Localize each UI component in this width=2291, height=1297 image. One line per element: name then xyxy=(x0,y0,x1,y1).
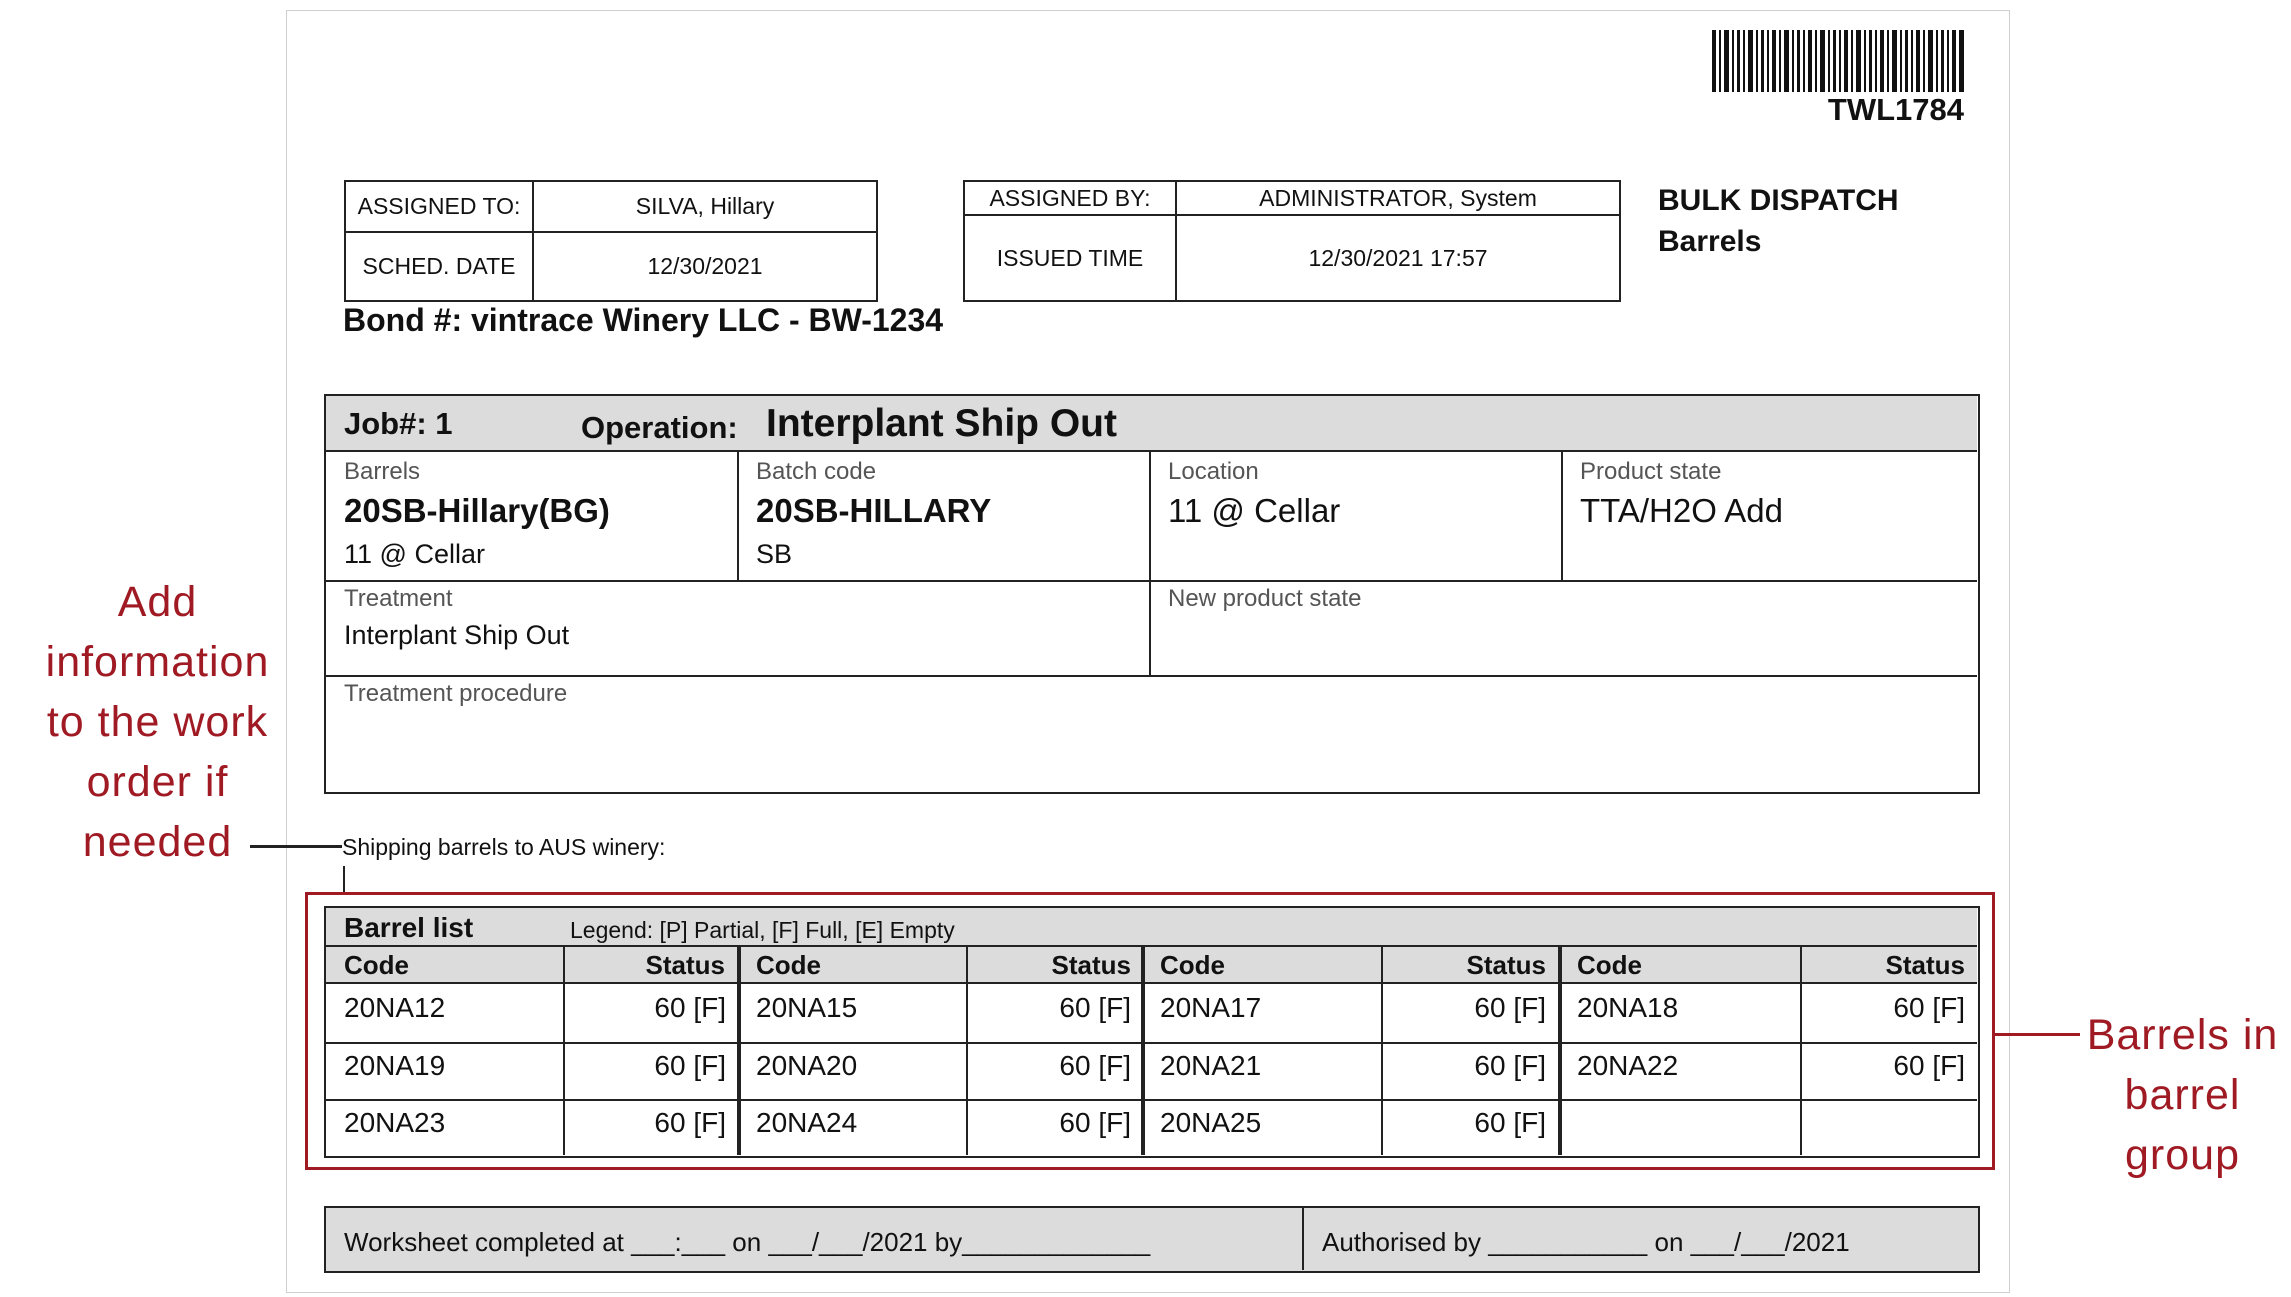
text-cursor xyxy=(343,866,345,892)
barrel-status: 60 [F] xyxy=(1059,1107,1131,1138)
product-state-value: TTA/H2O Add xyxy=(1580,492,1783,529)
worksheet-completed-line: Worksheet completed at ___:___ on ___/___/2021 by_____________ xyxy=(344,1227,1151,1257)
barrel-status: 60 [F] xyxy=(1893,992,1965,1023)
barrel-list-legend: Legend: [P] Partial, [F] Full, [E] Empty xyxy=(570,917,955,943)
barrel-status: 60 [F] xyxy=(654,1050,726,1081)
barrel-code: 20NA17 xyxy=(1160,992,1262,1023)
barrel-code: 20NA21 xyxy=(1160,1050,1262,1081)
column-header-status: Status xyxy=(1051,950,1131,980)
divider xyxy=(326,580,1977,582)
issued-time-label: ISSUED TIME xyxy=(964,215,1176,301)
annotation-text-line: to the work xyxy=(46,698,269,746)
column-header-code: Code xyxy=(344,950,409,980)
divider xyxy=(326,675,1977,677)
column-header-code: Code xyxy=(1577,950,1642,980)
batch-code-value: 20SB-HILLARY xyxy=(756,492,992,529)
barrel-status: 60 [F] xyxy=(1474,1050,1546,1081)
barrel-code: 20NA12 xyxy=(344,992,446,1023)
annotation-text-line: information xyxy=(45,638,270,686)
barrel-code: 20NA22 xyxy=(1577,1050,1679,1081)
assigned-to-value: SILVA, Hillary xyxy=(533,181,877,232)
dispatch-subtitle: Barrels xyxy=(1658,225,1762,258)
job-box xyxy=(324,394,1980,794)
issued-time-value: 12/30/2021 17:57 xyxy=(1176,215,1620,301)
barrel-code: 20NA24 xyxy=(756,1107,858,1138)
treatment-procedure-label: Treatment procedure xyxy=(344,680,568,707)
issuer-table xyxy=(963,180,1621,302)
annotation-pointer-line xyxy=(1995,1033,2080,1036)
barrel-code: 20NA15 xyxy=(756,992,858,1023)
divider xyxy=(737,452,739,580)
annotation-add-information xyxy=(20,572,295,872)
barrels-sub: 11 @ Cellar xyxy=(344,539,485,569)
dispatch-heading xyxy=(1658,180,1899,262)
barrels-label: Barrels xyxy=(344,458,421,485)
divider xyxy=(1561,452,1563,580)
barrel-status: 60 [F] xyxy=(1059,992,1131,1023)
product-state-label: Product state xyxy=(1580,458,1722,485)
annotation-pointer-line xyxy=(250,845,342,848)
barrel-status: 60 [F] xyxy=(1059,1050,1131,1081)
sched-date-value: 12/30/2021 xyxy=(533,232,877,301)
column-header-code: Code xyxy=(756,950,821,980)
barrel-status: 60 [F] xyxy=(654,992,726,1023)
location-label: Location xyxy=(1168,458,1259,485)
authorised-by-line: Authorised by ___________ on ___/___/2021 xyxy=(1322,1227,1850,1257)
barrel-status: 60 [F] xyxy=(1893,1050,1965,1081)
treatment-label: Treatment xyxy=(344,585,453,612)
column-header-status: Status xyxy=(1885,950,1965,980)
annotation-text-line: barrel xyxy=(2124,1071,2241,1119)
bond-number: Bond #: vintrace Winery LLC - BW-1234 xyxy=(343,302,944,338)
barrel-code: 20NA18 xyxy=(1577,992,1679,1023)
dispatch-title: BULK DISPATCH xyxy=(1658,184,1899,217)
sched-date-label: SCHED. DATE xyxy=(345,232,533,301)
barrel-list-title: Barrel list xyxy=(344,912,474,943)
column-header-status: Status xyxy=(1466,950,1546,980)
barrel-status: 60 [F] xyxy=(1474,1107,1546,1138)
annotation-text-line: order if xyxy=(86,758,229,806)
divider xyxy=(1149,452,1151,675)
sign-off-footer xyxy=(324,1206,1980,1273)
barrel-status: 60 [F] xyxy=(1474,992,1546,1023)
annotation-text-line: Barrels in xyxy=(2086,1011,2279,1059)
column-header-status: Status xyxy=(645,950,725,980)
barrel-status: 60 [F] xyxy=(654,1107,726,1138)
barrel-code: 20NA20 xyxy=(756,1050,858,1081)
operation-label: Operation: xyxy=(581,410,738,445)
barrel-code: 20NA23 xyxy=(344,1107,446,1138)
assignment-table xyxy=(344,180,878,302)
column-header-code: Code xyxy=(1160,950,1225,980)
job-header xyxy=(326,396,1977,452)
job-number: Job#: 1 xyxy=(344,406,453,441)
annotation-text-line: Add xyxy=(117,578,198,626)
work-order-note[interactable]: Shipping barrels to AUS winery: xyxy=(342,834,666,860)
assigned-by-label: ASSIGNED BY: xyxy=(964,181,1176,215)
location-value: 11 @ Cellar xyxy=(1168,492,1341,529)
new-product-state-label: New product state xyxy=(1168,585,1362,612)
annotation-text-line: needed xyxy=(82,818,233,866)
annotation-text-line: group xyxy=(2125,1131,2240,1179)
assigned-by-value: ADMINISTRATOR, System xyxy=(1176,181,1620,215)
barcode-image xyxy=(1712,30,1964,92)
annotation-barrels-in-group xyxy=(2075,1005,2290,1185)
divider xyxy=(1302,1208,1304,1270)
treatment-value: Interplant Ship Out xyxy=(344,620,570,650)
assigned-to-label: ASSIGNED TO: xyxy=(345,181,533,232)
barrel-group-highlight xyxy=(305,892,1995,1170)
work-order-ref-code: TWL1784 xyxy=(1827,92,1964,127)
batch-code-sub: SB xyxy=(756,539,793,569)
barrels-value: 20SB-Hillary(BG) xyxy=(344,492,610,529)
barrel-code: 20NA25 xyxy=(1160,1107,1262,1138)
operation-value: Interplant Ship Out xyxy=(766,402,1117,445)
barrel-code: 20NA19 xyxy=(344,1050,446,1081)
batch-code-label: Batch code xyxy=(756,458,877,485)
